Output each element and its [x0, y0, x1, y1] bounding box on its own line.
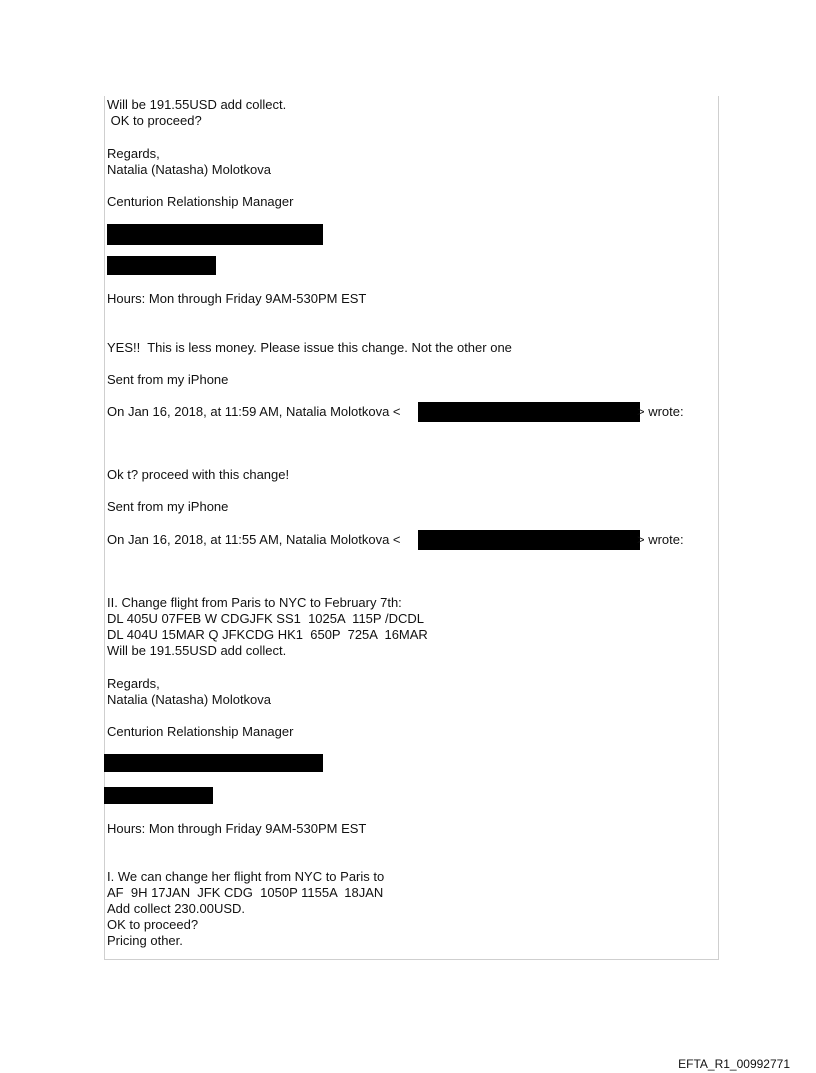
sender-title: Centurion Relationship Manager	[107, 194, 294, 209]
document-id: EFTA_R1_00992771	[678, 1057, 790, 1071]
hours-line: Hours: Mon through Friday 9AM-530PM EST	[107, 821, 367, 836]
redaction-block	[107, 224, 323, 245]
text-line: Will be 191.55USD add collect.	[107, 643, 287, 658]
redaction-block	[107, 256, 216, 275]
redaction-block	[418, 530, 640, 550]
quote-header-wrote: > wrote:	[637, 404, 684, 419]
redaction-block	[104, 754, 323, 772]
quote-header: On Jan 16, 2018, at 11:59 AM, Natalia Molotkova <	[107, 404, 401, 419]
hours-line: Hours: Mon through Friday 9AM-530PM EST	[107, 291, 367, 306]
text-line: OK to proceed?	[107, 113, 202, 128]
sent-from-line: Sent from my iPhone	[107, 372, 229, 387]
sender-name: Natalia (Natasha) Molotkova	[107, 692, 272, 707]
text-line: DL 404U 15MAR Q JFKCDG HK1 650P 725A 16MAR	[107, 627, 428, 642]
sender-title: Centurion Relationship Manager	[107, 724, 294, 739]
sender-name: Natalia (Natasha) Molotkova	[107, 162, 272, 177]
reply-text: Ok t? proceed with this change!	[107, 467, 290, 482]
regards-line: Regards,	[107, 146, 160, 161]
redaction-block	[418, 402, 640, 422]
sent-from-line: Sent from my iPhone	[107, 499, 229, 514]
quote-header-wrote: > wrote:	[637, 532, 684, 547]
text-line: I. We can change her flight from NYC to Paris to	[107, 869, 385, 884]
regards-line: Regards,	[107, 676, 160, 691]
text-line: OK to proceed?	[107, 917, 199, 932]
reply-text: YES!! This is less money. Please issue this change. Not the other one	[107, 340, 512, 355]
text-line: II. Change flight from Paris to NYC to February 7th:	[107, 595, 402, 610]
text-line: Pricing other.	[107, 933, 183, 948]
text-line: DL 405U 07FEB W CDGJFK SS1 1025A 115P /DCDL	[107, 611, 424, 626]
redaction-block	[104, 787, 213, 804]
text-line: Will be 191.55USD add collect.	[107, 97, 287, 112]
text-line: AF 9H 17JAN JFK CDG 1050P 1155A 18JAN	[107, 885, 384, 900]
quote-header: On Jan 16, 2018, at 11:55 AM, Natalia Molotkova <	[107, 532, 401, 547]
text-line: Add collect 230.00USD.	[107, 901, 246, 916]
